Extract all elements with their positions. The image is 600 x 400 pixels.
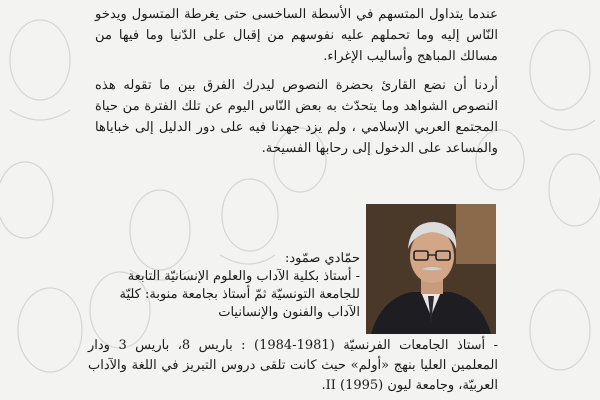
paragraph-2: أردنا أن نضع القارئ بحضرة النصوص ليدرك الفرق بين ما تقوله هذه النصوص الشواهد وما يتحدّث به بعض النّاس اليوم عن تلك الفترة من حياة المجتمع العربي الإسلامي ، ولم يزد جهدنا فيه على دور الدليل إلى خباياها والمساعد على الدخول إلى رحابها الفسيحة.: [95, 78, 498, 157]
portrait-image: [366, 204, 496, 334]
bio-name: حمّادي صمّود:: [284, 251, 360, 266]
author-photo: [366, 204, 496, 334]
bio-position: - أستاذ بكلية الآداب والعلوم الإنسانيّة التابعة للجامعة التونسيّة ثمّ أستاذ بجامعة منوبة: كليّة الآداب والفنون والإنسانيات: [119, 269, 360, 320]
paragraph-1: عندما يتداول المتسهم في الأسطة الساخسى حتى يغرطة المتسول ويدخو النّاس إليه وما تحملهم عليه نفوسهم من إقبال على الدّنيا وما فيها من مسالك المباهج وأساليب الإغراء.: [95, 7, 498, 65]
bio-career: - أستاذ الجامعات الفرنسيّة (1981-1984) : باريس 8، باريس 3 ودار المعلمين العليا بنهج «أولم» حيث كانت تلقى دروس التبريز في اللغة والآداب العربيّة، وجامعة ليون II (1995).: [88, 338, 498, 393]
